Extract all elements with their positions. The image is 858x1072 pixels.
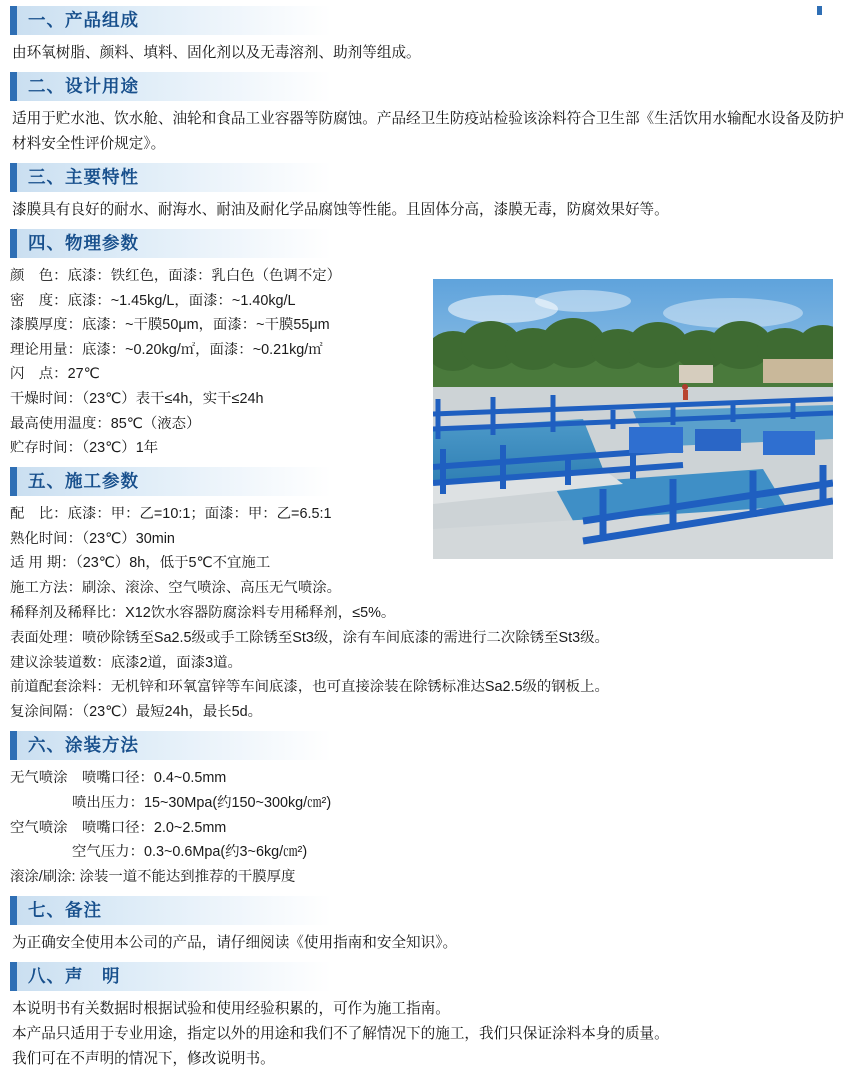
section-title: 一、产品组成 (28, 10, 139, 30)
spec-line: 最高使用温度：85℃（液态） (10, 415, 201, 432)
product-application-photo (432, 278, 834, 560)
spec-line: 前道配套涂料：无机锌和环氧富锌等车间底漆，也可直接涂装在除锈标准达Sa2.5级的钢板上。 (10, 679, 609, 696)
spec-line: 空气压力：0.3~0.6Mpa(约3~6kg/㎝²) (72, 844, 308, 861)
paragraph: 适用于贮水池、饮水舱、油轮和食品工业容器等防腐蚀。产品经卫生防疫站检验该涂料符合卫生部《生活饮用水输配水设备及防护 (12, 111, 844, 127)
spec-line: 闪 点：27℃ (10, 366, 100, 383)
spec-line: 复涂间隔：（23℃）最短24h，最长5d。 (10, 704, 263, 721)
section-title: 六、涂装方法 (28, 734, 139, 755)
section-title: 八、声 明 (28, 965, 121, 986)
section-body-statement (10, 997, 848, 1072)
accent-bar-icon (10, 229, 17, 258)
accent-bar-icon (10, 72, 17, 101)
spec-line: 表面处理：喷砂除锈至Sa2.5级或手工除锈至St3级，涂有车间底漆的需进行二次除锈至St3级。 (10, 629, 609, 646)
section-body-design-use (10, 107, 848, 157)
section-title: 五、施工参数 (28, 470, 139, 491)
section-header-remarks (10, 896, 402, 925)
section-header-construction-params (10, 467, 402, 496)
spec-line: 漆膜厚度：底漆：~干膜50μm，面漆：~干膜55μm (10, 317, 330, 334)
paragraph: 漆膜具有良好的耐水、耐海水、耐油及耐化学品腐蚀等性能。且固体分高，漆膜无毒，防腐效果好等。 (12, 202, 669, 218)
section-header-statement (10, 962, 402, 991)
coating-method-list (10, 766, 848, 890)
section-title: 三、主要特性 (28, 167, 139, 187)
spec-line: 施工方法：刷涂、滚涂、空气喷涂、高压无气喷涂。 (10, 580, 341, 597)
paragraph: 我们可在不声明的情况下，修改说明书。 (12, 1050, 275, 1067)
spec-line: 熟化时间：（23℃）30min (10, 530, 175, 547)
photo-illustration (433, 279, 833, 559)
spec-line: 干燥时间：（23℃）表干≤4h，实干≤24h (10, 390, 264, 407)
paragraph: 为正确安全使用本公司的产品，请仔细阅读《使用指南和安全知识》。 (12, 934, 458, 951)
corner-marker (817, 6, 822, 15)
section-header-main-features (10, 163, 402, 192)
section-title: 二、设计用途 (28, 76, 139, 96)
spec-line: 适 用 期：（23℃）8h，低于5℃不宜施工 (10, 555, 271, 572)
section-body-main-features (10, 198, 848, 223)
spec-line: 密 度：底漆：~1.45kg/L，面漆：~1.40kg/L (10, 292, 296, 309)
spec-line: 无气喷涂 喷嘴口径：0.4~0.5mm (10, 769, 227, 786)
physical-params-list (10, 264, 430, 461)
accent-bar-icon (10, 962, 17, 991)
accent-bar-icon (10, 896, 17, 925)
accent-bar-icon (10, 163, 17, 192)
datasheet-page (0, 6, 858, 1067)
section-body-composition (10, 41, 848, 66)
spec-line: 喷出压力：15~30Mpa(约150~300kg/㎝²) (72, 794, 332, 811)
section-title: 四、物理参数 (28, 233, 139, 253)
accent-bar-icon (10, 731, 17, 760)
spec-line: 空气喷涂 喷嘴口径：2.0~2.5mm (10, 819, 227, 836)
section-header-coating-method (10, 731, 402, 760)
spec-line: 颜 色：底漆：铁红色，面漆：乳白色（色调不定） (10, 268, 341, 284)
accent-bar-icon (10, 6, 17, 35)
spec-line: 稀释剂及稀释比：X12饮水容器防腐涂料专用稀释剂，≤5%。 (10, 604, 396, 621)
spec-line: 理论用量：底漆：~0.20kg/㎡，面漆：~0.21kg/㎡ (10, 341, 323, 358)
section-header-design-use (10, 72, 402, 101)
spec-line: 贮存时间：（23℃）1年 (10, 440, 159, 457)
spec-line: 建议涂装道数：底漆2道，面漆3道。 (10, 654, 242, 671)
paragraph: 本产品只适用于专业用途，指定以外的用途和我们不了解情况下的施工，我们只保证涂料本身的质量。 (12, 1025, 669, 1042)
section-body-remarks (10, 931, 848, 956)
section-header-composition (10, 6, 402, 35)
paragraph: 本说明书有关数据时根据试验和使用经验积累的，可作为施工指南。 (12, 1000, 450, 1017)
spec-line: 滚涂/刷涂: 涂装一道不能达到推荐的干膜厚度 (10, 869, 296, 886)
section-header-physical-params (10, 229, 402, 258)
spec-line: 配 比：底漆：甲：乙=10:1；面漆：甲：乙=6.5:1 (10, 505, 332, 522)
paragraph: 材料安全性评价规定》。 (12, 136, 166, 152)
paragraph: 由环氧树脂、颜料、填料、固化剂以及无毒溶剂、助剂等组成。 (12, 45, 421, 61)
section-title: 七、备注 (28, 899, 102, 920)
accent-bar-icon (10, 467, 17, 496)
